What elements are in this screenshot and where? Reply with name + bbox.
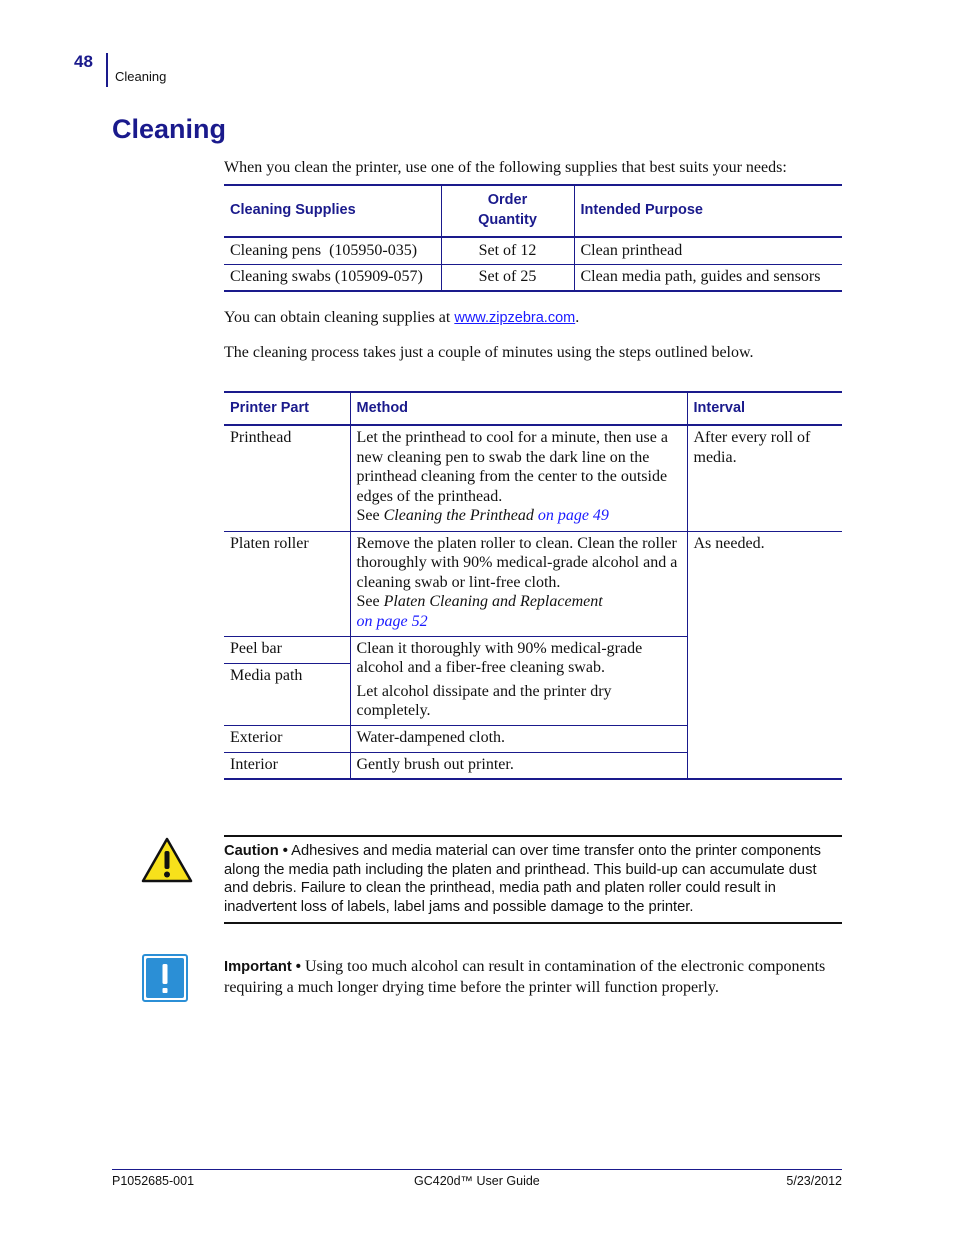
table-row [224, 425, 842, 531]
page-52-link[interactable]: on page 52 [356, 612, 428, 630]
see-text: See [356, 593, 384, 611]
caution-top-rule [224, 835, 842, 837]
supply-purpose-cell: Clean media path, guides and sensors [574, 264, 842, 291]
column-header-purpose: Intended Purpose [574, 185, 842, 237]
page-49-link[interactable]: on page 49 [533, 507, 609, 525]
method-peel-bar-media-path [350, 636, 687, 725]
see-title: Platen Cleaning and Replacement [383, 593, 603, 611]
part-interior: Interior [230, 755, 278, 773]
part-media-path: Media path [230, 666, 303, 684]
part-exterior: Exterior [230, 728, 283, 746]
caution-label: Caution • [224, 843, 288, 859]
footer-part-number: P1052685-001 [112, 1174, 195, 1188]
method-text: Let the printhead to cool for a minute, then use a new cleaning pen to swab the dark line on the printhead cleaning from the center to the outside edges of the printhead. [356, 429, 668, 505]
method-printhead [350, 425, 687, 531]
zipzebra-link[interactable]: www.zipzebra.com [454, 310, 576, 326]
footer-guide-title: GC420d™ User Guide [414, 1174, 540, 1188]
table-header-row [224, 185, 842, 237]
table-row [224, 237, 842, 264]
cleaning-schedule-table [224, 391, 842, 780]
footer-rule [112, 1169, 842, 1170]
table-header-row [224, 392, 842, 425]
obtain-supplies-paragraph [224, 309, 579, 327]
caution-body: Adhesives and media material can over time transfer onto the printer components along the media path including the platen and printhead. This build-up can accumulate dust and debris. Failure to clean the printhead, media path and platen roller could result in inadvertent loss of labels, label jams and possible damage to the printer. [224, 843, 822, 915]
method-text: Clean it thoroughly with 90% medical-grade alcohol and a fiber-free cleaning swab. [356, 639, 643, 677]
page-number: 48 [74, 52, 93, 71]
footer-date: 5/23/2012 [786, 1174, 842, 1188]
supply-name-cell: Cleaning swabs (105909-057) [230, 268, 423, 286]
see-title: Cleaning the Printhead [383, 507, 534, 525]
important-note [224, 957, 834, 997]
see-text: See [356, 507, 384, 525]
method-text: Remove the platen roller to clean. Clean the roller thoroughly with 90% medical-grade alcohol and a cleaning swab or lint-free cloth. [356, 534, 678, 591]
caution-note [224, 842, 824, 916]
process-paragraph: The cleaning process takes just a couple of minutes using the steps outlined below. [224, 344, 754, 361]
supply-name-cell: Cleaning pens (105950-035) [230, 241, 418, 259]
interval-as-needed: As needed. [687, 531, 842, 779]
part-platen-roller: Platen roller [230, 534, 309, 552]
method-text-2: Let alcohol dissipate and the printer dry completely. [356, 682, 612, 720]
important-body: Using too much alcohol can result in contamination of the electronic components requiring a much longer drying time before the printer will function properly. [224, 958, 826, 996]
table-row [224, 531, 842, 636]
part-printhead: Printhead [230, 429, 292, 446]
column-header-quantity-text: Order Quantity [478, 192, 537, 228]
exclamation-icon [142, 954, 188, 1002]
obtain-period: . [575, 309, 580, 326]
column-header-part: Printer Part [230, 399, 309, 416]
caution-bottom-rule [224, 922, 842, 924]
part-peel-bar: Peel bar [230, 639, 282, 657]
important-label: Important • [224, 959, 301, 975]
interval-printhead: After every roll of media. [687, 425, 842, 531]
table-row [224, 264, 842, 291]
method-interior: Gently brush out printer. [350, 752, 687, 779]
page-title: Cleaning [112, 114, 227, 144]
column-header-interval: Interval [687, 392, 842, 425]
column-header-quantity [441, 185, 574, 237]
obtain-text: You can obtain cleaning supplies at [224, 309, 455, 326]
header-section-title: Cleaning [115, 69, 167, 84]
supply-quantity-cell: Set of 12 [441, 237, 574, 264]
intro-paragraph: When you clean the printer, use one of the following supplies that best suits your needs: [224, 159, 787, 176]
warning-triangle-icon [140, 836, 194, 884]
method-exterior: Water-dampened cloth. [350, 725, 687, 752]
supply-quantity-cell: Set of 25 [441, 264, 574, 291]
cleaning-supplies-table [224, 184, 842, 292]
column-header-supplies: Cleaning Supplies [230, 202, 356, 219]
header-divider [106, 53, 108, 87]
method-platen-roller [350, 531, 687, 636]
column-header-method: Method [350, 392, 687, 425]
supply-purpose-cell: Clean printhead [574, 237, 842, 264]
